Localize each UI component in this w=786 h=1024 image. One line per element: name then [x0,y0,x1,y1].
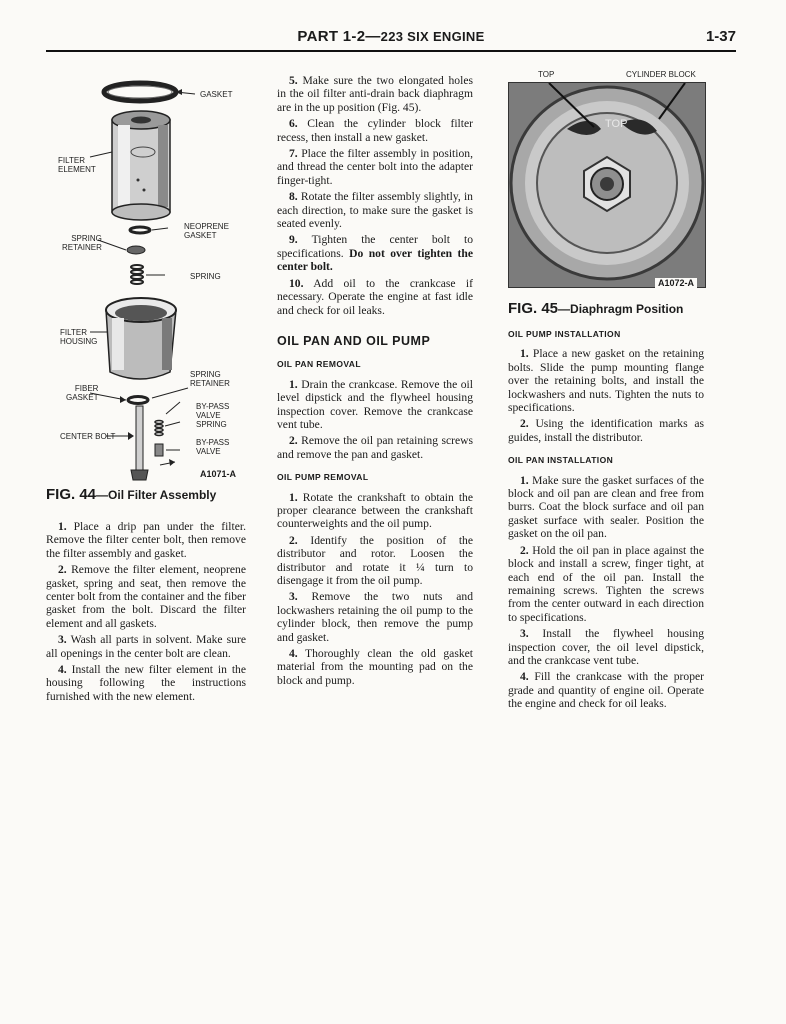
label-bypass-valve: BY-PASS VALVE [196,438,230,456]
paragraph [277,233,473,273]
step-number: 3. [520,627,529,641]
paragraph [46,663,246,703]
label-neoprene-gasket: NEOPRENE GASKET [184,222,229,240]
step-text: Remove the two nuts and lockwashers retaining the oil pump to the cylinder block, then remove the pump and gasket. [277,590,473,644]
paragraph [508,670,704,710]
figure-title: —Oil Filter Assembly [96,488,217,502]
label-spring: SPRING [190,272,221,281]
label-top: TOP [538,70,555,79]
step-text: Thoroughly clean the old gasket material from the mounting pad on the block and pump. [277,647,473,687]
step-number: 7. [289,147,298,161]
subsection-heading: OIL PAN REMOVAL [277,359,361,370]
paragraph [277,647,473,687]
step-number: 3. [58,633,67,647]
paragraph [277,277,473,317]
step-text: Place a drip pan under the filter. Remove the filter center bolt, then remove the filter assembly and gasket. [46,520,246,560]
paragraph [277,147,473,187]
page-header [46,28,736,52]
step-number: 4. [289,647,298,661]
diaphragm-photo-drawing [509,83,705,287]
section-heading: OIL PAN AND OIL PUMP [277,333,431,348]
part-number: PART 1-2 [297,28,366,45]
label-fiber-gasket: FIBER GASKET [66,384,99,402]
step-text: Using the identification marks as guides, install the distributor. [508,417,704,444]
step-number: 1. [289,377,298,391]
step-text: Remove the oil pan retaining screws and remove the pan and gasket. [277,434,473,461]
label-center-bolt: CENTER BOLT [60,432,116,441]
step-text: Rotate the filter assembly slightly, in each direction, to make sure the gasket is seated evenly. [277,190,473,231]
step-text: Hold the oil pan in place against the block and install a screw, finger tight, at each end of the oil pan. Install the remaining screws. Tighten the screws from the center outward in each direction to specifications. [508,543,704,624]
section-title: 223 SIX ENGINE [380,29,485,44]
diaphragm-photo [508,82,706,288]
step-text: Install the new filter element in the housing following the instructions furnished with the new element. [46,663,246,703]
step-number: 2. [520,417,529,431]
step-text: Install the flywheel housing inspection cover, the oil level dipstick, and the crankcase vent tube. [508,627,704,667]
figure-number: FIG. 45 [508,300,559,317]
step-number: 2. [289,434,298,448]
subsection-heading: OIL PAN INSTALLATION [508,455,614,466]
subsection-heading: OIL PUMP INSTALLATION [508,329,621,339]
step-number: 1. [289,490,298,504]
oil-filter-exploded-illustration [40,70,270,490]
step-text: Wash all parts in solvent. Make sure all openings in the center bolt are clean. [46,633,246,660]
middle-column [277,74,473,690]
paragraph [277,434,473,461]
paragraph [508,544,704,624]
paragraph [277,534,473,588]
step-text: Make sure the two elongated holes in the oil filter anti-drain back diaphragm are in the up position (Fig. 45). [277,74,473,114]
label-gasket: GASKET [200,90,233,99]
step-text: Clean the cylinder block filter recess, then install a new gasket. [277,117,473,144]
paragraph [277,117,473,144]
warning-text: Do not over tighten the center bolt. [277,246,473,274]
paragraph [46,563,246,630]
step-number: 3. [289,590,298,604]
step-number: 2. [289,533,298,547]
paragraph [508,417,704,444]
step-number: 8. [289,190,298,204]
step-number: 2. [58,563,67,577]
figure-code: A1071-A [200,469,237,479]
step-number: 1. [58,520,67,533]
paragraph [508,347,704,414]
step-number: 5. [289,74,298,87]
paragraph [508,627,704,667]
step-text: Fill the crankcase with the proper grade and quantity of engine oil. Operate the engine and check for oil leaks. [508,670,704,711]
step-text: Place the filter assembly in position, and thread the center bolt into the adapter finger-tight. [277,147,473,187]
step-number: 1. [520,473,529,487]
paragraph [46,520,246,560]
paragraph [277,190,473,230]
step-number: 6. [289,117,298,131]
right-column [508,324,704,714]
paragraph [277,491,473,531]
label-filter-element: FILTER ELEMENT [58,156,96,174]
label-cylinder-block: CYLINDER BLOCK [626,70,696,79]
step-text: Identify the position of the distributor and rotor. Loosen the distributor and rotate it ¼ turn to disengage it from the oil pump. [277,533,473,587]
step-number: 10. [289,276,304,290]
paragraph [277,74,473,114]
diaphragm-stamp: TOP [605,118,628,130]
step-text: Make sure the gasket surfaces of the block and oil pan are clean and free from burrs. Coat the block surface and oil pan gasket surface with sealer. Position the gasket on the oil pan. [508,473,705,541]
step-text: Remove the filter element, neoprene gasket, spring and seat, then remove the center bolt from the container and the fiber gasket from the bolt. Discard the filter element and all gaskets. [46,563,246,630]
step-text: Place a new gasket on the retaining bolts. Slide the pump mounting flange over the retaining bolts, and install the lockwashers and nuts. Tighten the nuts to specifications. [508,347,704,415]
step-text: Add oil to the crankcase if necessary. Operate the engine at fast idle and check for oil leaks. [277,276,473,317]
label-filter-housing: FILTER HOUSING [60,328,98,346]
subsection-heading: OIL PUMP REMOVAL [277,472,369,483]
page-number: 1-37 [705,28,736,45]
step-number: 4. [58,663,67,677]
step-text: Tighten the center bolt to specifications. [277,233,473,260]
step-number: 9. [289,233,298,247]
left-column [46,520,246,706]
step-number: 2. [520,543,529,557]
paragraph [508,474,704,541]
label-spring-retainer-2: SPRING RETAINER [190,370,230,388]
figure-title: —Diaphragm Position [558,302,684,316]
step-number: 4. [520,670,529,684]
figure-caption-45 [508,300,683,318]
paragraph [277,590,473,644]
label-bypass-valve-spring: BY-PASS VALVE SPRING [196,402,230,429]
step-text: Rotate the crankshaft to obtain the proper clearance between the crankshaft counterweights and the oil pump. [277,490,473,531]
paragraph [277,378,473,432]
running-title [46,28,736,45]
paragraph [46,633,246,660]
label-spring-retainer: SPRING RETAINER [62,234,102,252]
figure-number: FIG. 44 [46,486,97,503]
step-text: Drain the crankcase. Remove the oil level dipstick and the flywheel housing inspection cover. Remove the crankcase vent tube. [277,377,473,431]
title-separator: — [365,28,381,45]
figure-caption [46,486,216,504]
step-number: 1. [520,347,529,361]
figure-code-45: A1072-A [655,278,697,288]
